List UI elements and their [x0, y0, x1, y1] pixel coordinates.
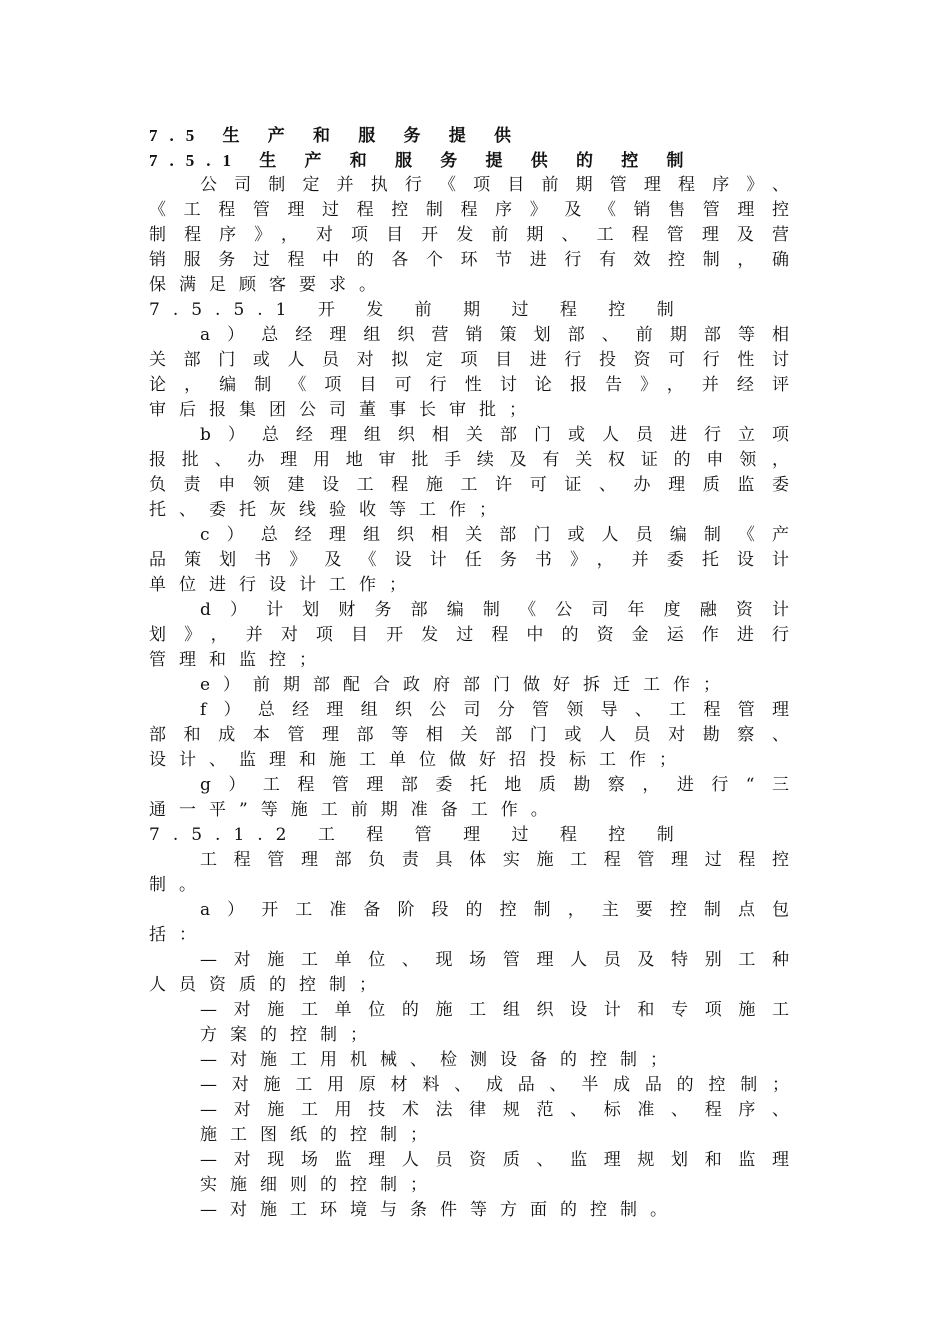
document-body	[149, 123, 789, 1223]
text-line: 管理和监控；	[149, 650, 329, 670]
text-line: g）工程管理部委托地质勘察，进行“三	[200, 775, 789, 795]
text-line: 报批、办理用地审批手续及有关权证的申领，	[149, 450, 789, 470]
text-line: 方案的控制；	[200, 1025, 380, 1045]
text-line: 销服务过程中的各个环节进行有效控制，确	[149, 250, 789, 270]
text-line: —对施工单位的施工组织设计和专项施工	[200, 1000, 789, 1020]
text-line: a）总经理组织营销策划部、前期部等相	[200, 325, 789, 345]
text-line: a）开工准备阶段的控制，主要控制点包	[200, 900, 789, 920]
text-line: 施工图纸的控制；	[200, 1125, 440, 1145]
text-line: 关部门或人员对拟定项目进行投资可行性讨	[149, 350, 789, 370]
text-line: 保满足顾客要求。	[149, 275, 389, 295]
text-line: 实施细则的控制；	[200, 1175, 440, 1195]
text-line: 审后报集团公司董事长审批；	[149, 400, 539, 420]
text-line: 单位进行设计工作；	[149, 575, 419, 595]
text-line: —对施工用机械、检测设备的控制；	[200, 1050, 680, 1070]
text-line: 品策划书》及《设计任务书》，并委托设计	[149, 550, 789, 570]
text-line: 论，编制《项目可行性讨论报告》，并经评	[149, 375, 789, 395]
text-line: 括：	[149, 925, 209, 945]
section-heading: 7.5.1 生 产 和 服 务 提 供 的 控 制	[149, 151, 696, 170]
text-line: —对施工用技术法律规范、标准、程序、	[200, 1100, 789, 1120]
text-line: 人员资质的控制；	[149, 975, 389, 995]
text-line: d）计划财务部编制《公司年度融资计	[200, 600, 789, 620]
text-line: 负责申领建设工程施工许可证、办理质监委	[149, 475, 789, 495]
text-line: —对施工单位、现场管理人员及特别工种	[200, 950, 789, 970]
text-line: 《工程管理过程控制程序》及《销售管理控	[149, 200, 789, 220]
text-line: c）总经理组织相关部门或人员编制《产	[200, 525, 789, 545]
text-line: 公司制定并执行《项目前期管理程序》、	[200, 175, 789, 195]
text-line: —对施工用原材料、成品、半成品的控制；	[200, 1075, 789, 1095]
section-heading: 7.5 生 产 和 服 务 提 供	[149, 126, 523, 145]
text-line: 划》，并对项目开发过程中的资金运作进行	[149, 625, 789, 645]
text-line: 通一平”等施工前期准备工作。	[149, 800, 561, 820]
text-line: 托、委托灰线验收等工作；	[149, 500, 509, 520]
text-line: 部和成本管理部等相关部门或人员对勘察、	[149, 725, 789, 745]
text-line: 工程管理部负责具体实施工程管理过程控	[200, 850, 789, 870]
text-line: e）前期部配合政府部门做好拆迁工作；	[200, 675, 734, 695]
text-line: —对现场监理人员资质、监理规划和监理	[200, 1150, 789, 1170]
text-line: 制程序》，对项目开发前期、工程管理及营	[149, 225, 789, 245]
text-line: f）总经理组织公司分管领导、工程管理	[200, 700, 789, 720]
text-line: 7.5.5.1 开 发 前 期 过 程 控 制	[149, 300, 687, 320]
text-line: b）总经理组织相关部门或人员进行立项	[200, 425, 789, 445]
text-line: —对施工环境与条件等方面的控制。	[200, 1200, 680, 1220]
text-line: 制。	[149, 875, 209, 895]
text-line: 7.5.1.2 工 程 管 理 过 程 控 制	[149, 825, 687, 845]
text-line: 设计、监理和施工单位做好招投标工作；	[149, 750, 689, 770]
